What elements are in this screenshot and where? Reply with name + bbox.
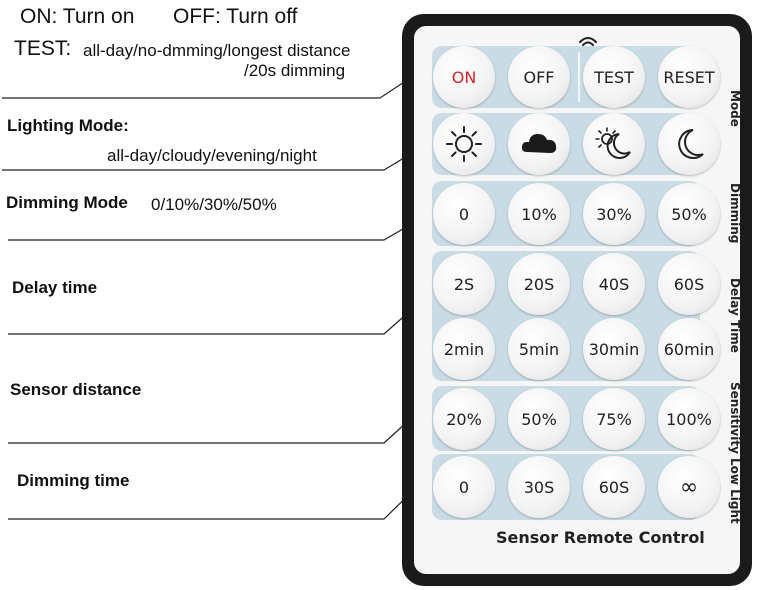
mode-panel — [432, 46, 715, 108]
low-light-60s-button[interactable]: 60S — [583, 456, 645, 518]
dimming-0-button[interactable]: 0 — [433, 183, 495, 245]
side-label-low-light: Low Light — [728, 458, 742, 524]
test-button[interactable]: TEST — [583, 46, 645, 108]
reset-button[interactable]: RESET — [658, 46, 720, 108]
dimming-30-button[interactable]: 30% — [583, 183, 645, 245]
delay-60s-button[interactable]: 60S — [658, 253, 720, 315]
delay-40s-button[interactable]: 40S — [583, 253, 645, 315]
side-label-sensitivity: Sensitivity — [728, 382, 742, 454]
on-button[interactable]: ON — [433, 46, 495, 108]
dimming-panel — [432, 181, 707, 246]
side-label-mode: Mode — [728, 90, 742, 127]
remote-face — [414, 26, 740, 574]
dimming-50-button[interactable]: 50% — [658, 183, 720, 245]
lighting-mode-title: Lighting Mode: — [7, 116, 129, 135]
delay-5min-button[interactable]: 5min — [508, 318, 570, 380]
delay-panel — [432, 251, 715, 381]
dimming-mode-text: 0/10%/30%/50% — [151, 195, 277, 214]
low-light-0-button[interactable]: 0 — [433, 456, 495, 518]
delay-time-title: Delay time — [12, 278, 98, 297]
sun-moon-icon — [592, 122, 636, 166]
cloud-icon — [517, 122, 561, 166]
sensitivity-20-button[interactable]: 20% — [433, 388, 495, 450]
off-button[interactable]: OFF — [508, 46, 570, 108]
low-light-panel — [432, 454, 700, 520]
low-light-infinity-button[interactable]: ∞ — [658, 456, 720, 518]
low-light-30s-button[interactable]: 30S — [508, 456, 570, 518]
sensitivity-75-button[interactable]: 75% — [583, 388, 645, 450]
dimming-time-title: Dimming time — [17, 471, 130, 490]
sensor-remote — [402, 14, 752, 586]
moon-icon — [667, 122, 711, 166]
sensitivity-panel — [432, 386, 712, 451]
test-annotation-text-2: /20s dimming — [244, 61, 346, 80]
cloudy-button[interactable] — [508, 113, 570, 175]
delay-2min-button[interactable]: 2min — [433, 318, 495, 380]
delay-60min-button[interactable]: 60min — [658, 318, 720, 380]
side-label-delay-time: Delay Time — [728, 278, 742, 353]
side-label-dimming: Dimming — [728, 183, 742, 244]
all-day-button[interactable] — [433, 113, 495, 175]
mode-divider — [578, 52, 580, 102]
sensor-distance-title: Sensor distance — [10, 380, 142, 399]
on-annotation: ON: Turn on — [20, 5, 135, 28]
delay-2s-button[interactable]: 2S — [433, 253, 495, 315]
sun-icon — [442, 122, 486, 166]
test-annotation-label: TEST: — [14, 37, 72, 60]
lighting-mode-text: all-day/cloudy/evening/night — [107, 146, 317, 165]
sensitivity-100-button[interactable]: 100% — [658, 388, 720, 450]
off-annotation: OFF: Turn off — [173, 5, 298, 28]
test-annotation-text: all-day/no-dmming/longest distance — [83, 41, 351, 60]
lighting-panel — [432, 113, 700, 175]
night-button[interactable] — [658, 113, 720, 175]
evening-button[interactable] — [583, 113, 645, 175]
dimming-mode-title: Dimming Mode — [6, 193, 128, 212]
dimming-10-button[interactable]: 10% — [508, 183, 570, 245]
remote-title: Sensor Remote Control — [496, 528, 705, 547]
sensitivity-50-button[interactable]: 50% — [508, 388, 570, 450]
delay-30min-button[interactable]: 30min — [583, 318, 645, 380]
delay-20s-button[interactable]: 20S — [508, 253, 570, 315]
